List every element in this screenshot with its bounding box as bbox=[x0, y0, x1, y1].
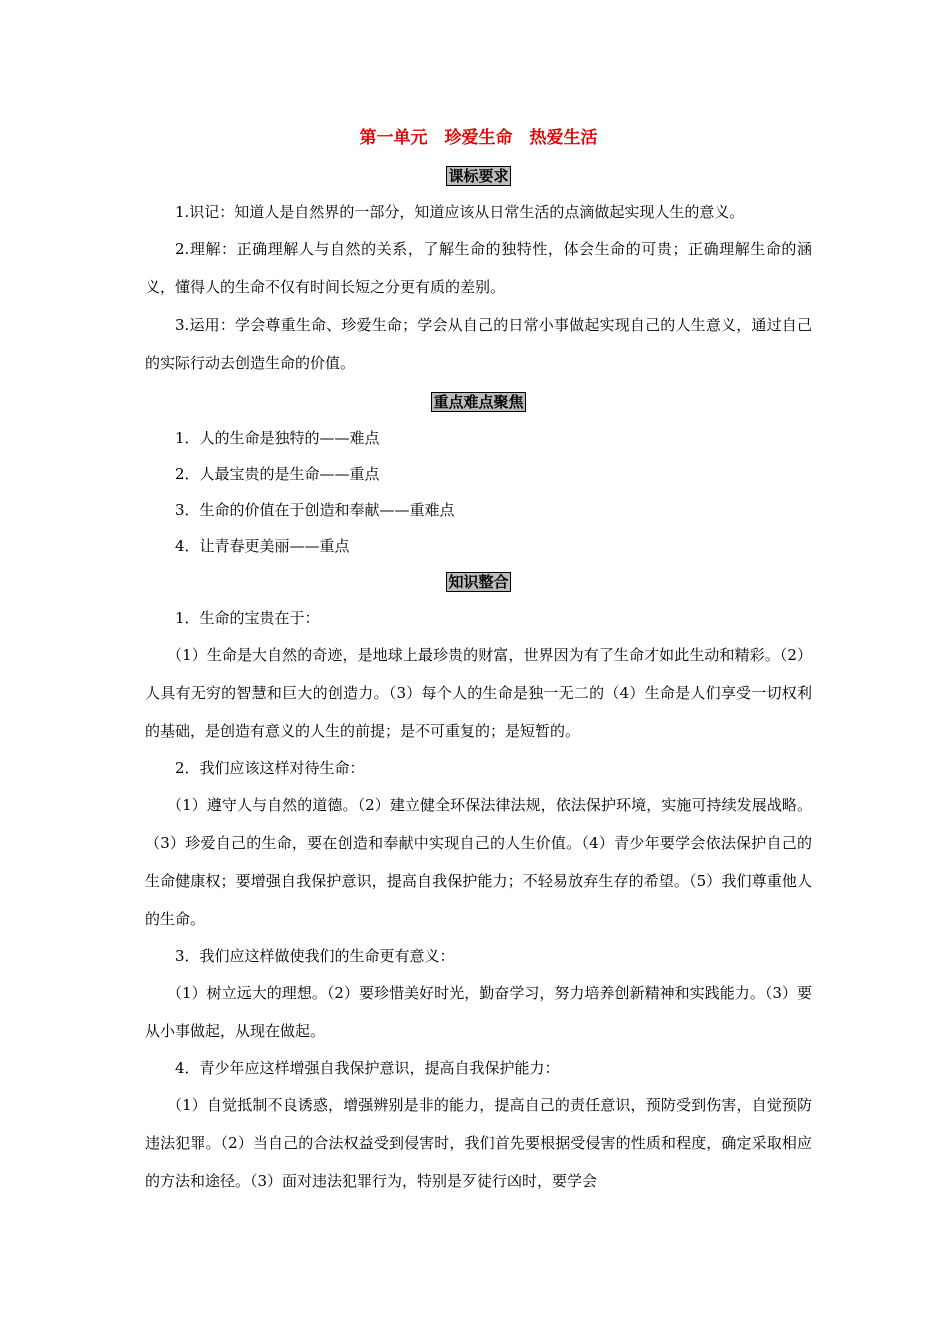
paragraph: 1．生命的宝贵在于： bbox=[175, 609, 320, 627]
paragraph: 4．青少年应这样增强自我保护意识，提高自我保护能力： bbox=[175, 1059, 560, 1077]
paragraph: （1）遵守人与自然的道德。（2）建立健全环保法律法规，依法保护环境，实施可持续发展战略。（3）珍爱自己的生命，要在创造和奉献中实现自己的人生价值。（4）青少年要学会依法保护自己的生命健康权；要增强自我保护意识，提高自我保护能力；不轻易放弃生存的希望。（5）我们尊重他人的生命。 bbox=[145, 796, 812, 928]
document-page bbox=[145, 118, 812, 1200]
paragraph: 2.理解：正确理解人与自然的关系，了解生命的独特性，体会生命的可贵；正确理解生命的涵义，懂得人的生命不仅有时间长短之分更有质的差别。 bbox=[145, 240, 812, 296]
section-heading-label: 知识整合 bbox=[448, 573, 509, 591]
paragraph: 1.识记：知道人是自然界的一部分，知道应该从日常生活的点滴做起实现人生的意义。 bbox=[175, 203, 745, 221]
list-item: 4．让青春更美丽——重点 bbox=[175, 537, 350, 555]
paragraph: 3.运用：学会尊重生命、珍爱生命；学会从自己的日常小事做起实现自己的人生意义，通过自己的实际行动去创造生命的价值。 bbox=[145, 316, 812, 372]
section-heading-curriculum bbox=[145, 158, 812, 194]
paragraph: 3．我们应这样做使我们的生命更有意义： bbox=[175, 947, 455, 965]
section-heading-label: 课标要求 bbox=[448, 167, 509, 185]
section-heading-label: 重点难点聚焦 bbox=[433, 393, 524, 411]
document-title: 第一单元 珍爱生命 热爱生活 bbox=[359, 128, 598, 148]
list-item: 3．生命的价值在于创造和奉献——重难点 bbox=[175, 501, 455, 519]
paragraph: 2．我们应该这样对待生命： bbox=[175, 759, 365, 777]
paragraph: （1）自觉抵制不良诱惑，增强辨别是非的能力，提高自己的责任意识，预防受到伤害，自觉预防违法犯罪。（2）当自己的合法权益受到侵害时，我们首先要根据受侵害的性质和程度，确定采取相应的方法和途径。（3）面对违法犯罪行为，特别是歹徒行凶时，要学会 bbox=[145, 1096, 812, 1190]
list-item: 1．人的生命是独特的——难点 bbox=[175, 429, 380, 447]
section-heading-key-points bbox=[145, 384, 812, 420]
paragraph: （1）生命是大自然的奇迹，是地球上最珍贵的财富，世界因为有了生命才如此生动和精彩。（2）人具有无穷的智慧和巨大的创造力。（3）每个人的生命是独一无二的（4）生命是人们享受一切权利的基础，是创造有意义的人生的前提；是不可重复的；是短暂的。 bbox=[145, 646, 812, 740]
list-item: 2．人最宝贵的是生命——重点 bbox=[175, 465, 380, 483]
section-heading-knowledge bbox=[145, 564, 812, 600]
paragraph: （1）树立远大的理想。（2）要珍惜美好时光，勤奋学习，努力培养创新精神和实践能力。（3）要从小事做起，从现在做起。 bbox=[145, 984, 812, 1040]
